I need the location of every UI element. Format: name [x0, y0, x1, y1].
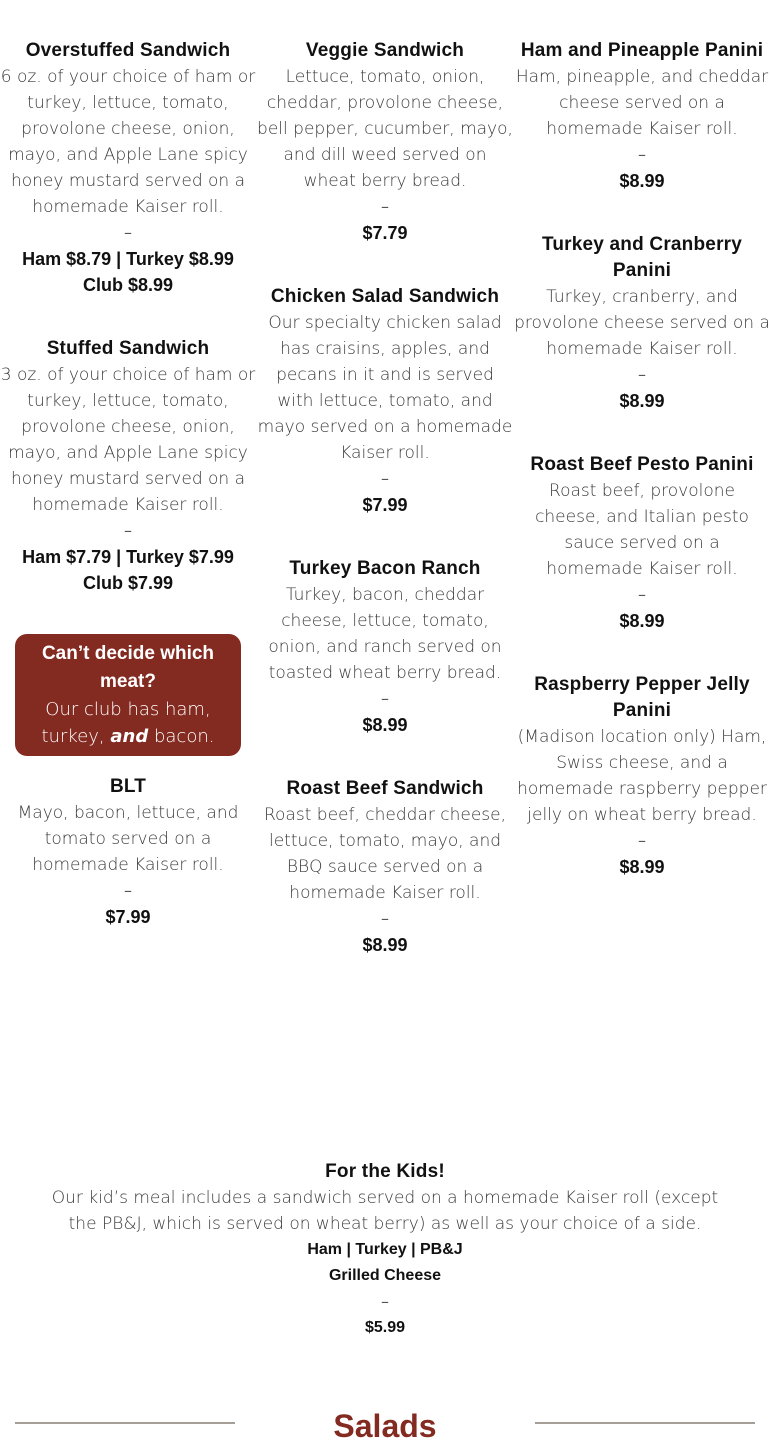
item-description: Our specialty chicken salad has craisins, apples, and pecans in it and is served with lettuce, tomato, and mayo served on a homemade Kaiser roll. [257, 313, 513, 463]
item-title: Raspberry Pepper Jelly Panini [534, 674, 750, 721]
menu-item [514, 672, 770, 880]
item-separator: – [638, 831, 646, 850]
item-title: Turkey Bacon Ranch [289, 558, 481, 579]
item-separator: – [124, 223, 132, 242]
item-description: Lettuce, tomato, onion, cheddar, provolone cheese, bell pepper, cucumber, mayo, and dill weed served on wheat berry bread. [257, 67, 513, 191]
item-price: $8.99 [619, 171, 665, 191]
item-title: Roast Beef Sandwich [286, 778, 484, 799]
kids-price: $5.99 [364, 1319, 406, 1336]
menu-item [257, 776, 513, 958]
menu-item [514, 452, 770, 634]
menu-column-1 [0, 38, 256, 996]
item-price: Ham $8.79 | Turkey $8.99 Club $8.99 [22, 249, 234, 295]
menu-column-2 [257, 38, 513, 996]
menu-item [514, 232, 770, 414]
kids-description: Our kid’s meal includes a sandwich served on a homemade Kaiser roll (except the PB&J, which is served on wheat berry) as well as your choice of a side. [51, 1188, 719, 1234]
item-title: BLT [109, 776, 147, 797]
item-separator: – [638, 145, 646, 164]
callout-description [15, 696, 241, 750]
callout-title: Can’t decide which meat? [41, 643, 215, 692]
kids-separator: – [381, 1292, 389, 1311]
divider-right [535, 1422, 755, 1424]
item-title: Veggie Sandwich [305, 40, 465, 61]
menu-grid [0, 38, 770, 996]
item-separator: – [124, 521, 132, 540]
menu-item [0, 774, 256, 930]
menu-item [257, 284, 513, 518]
menu-item [0, 38, 256, 298]
item-description: Ham, pineapple, and cheddar cheese served on a homemade Kaiser roll. [515, 67, 769, 139]
item-price: $8.99 [362, 715, 408, 735]
item-description: Roast beef, cheddar cheese, lettuce, tomato, mayo, and BBQ sauce served on a homemade Kaiser roll. [263, 805, 507, 903]
item-price: $8.99 [619, 611, 665, 631]
item-title: Turkey and Cranberry Panini [541, 234, 743, 281]
item-description: Mayo, bacon, lettuce, and tomato served on a homemade Kaiser roll. [17, 803, 239, 875]
item-price: Ham $7.79 | Turkey $7.99 Club $7.99 [22, 547, 234, 593]
menu-item [257, 556, 513, 738]
menu-column-3 [514, 38, 770, 996]
item-description: Roast beef, provolone cheese, and Italian pesto sauce served on a homemade Kaiser roll. [535, 481, 749, 579]
item-separator: – [124, 881, 132, 900]
item-separator: – [638, 365, 646, 384]
item-price: $8.99 [619, 391, 665, 411]
item-separator: – [638, 585, 646, 604]
item-separator: – [381, 469, 389, 488]
kids-items-line-2: Grilled Cheese [328, 1267, 442, 1284]
salads-section-header [0, 1404, 770, 1444]
menu-item [514, 38, 770, 194]
item-price: $7.99 [105, 907, 151, 927]
menu-item [0, 336, 256, 596]
item-separator: – [381, 197, 389, 216]
item-separator: – [381, 909, 389, 928]
kids-section [40, 1159, 730, 1341]
item-price: $7.79 [362, 223, 408, 243]
callout-text-before: Our club has ham, turkey, [41, 699, 211, 747]
item-description: Turkey, cranberry, and provolone cheese served on a homemade Kaiser roll. [514, 287, 770, 359]
item-price: $8.99 [619, 857, 665, 877]
item-price: $8.99 [362, 935, 408, 955]
section-heading: Salads [333, 1408, 437, 1444]
item-price: $7.99 [362, 495, 408, 515]
item-description: 6 oz. of your choice of ham or turkey, lettuce, tomato, provolone cheese, onion, mayo, and Apple Lane spicy honey mustard served on a homemade Kaiser roll. [0, 67, 256, 217]
kids-title: For the Kids! [325, 1161, 445, 1182]
item-title: Overstuffed Sandwich [25, 40, 231, 61]
menu-item [257, 38, 513, 246]
club-callout-box [15, 634, 241, 756]
item-title: Ham and Pineapple Panini [520, 40, 764, 61]
kids-items-line-1: Ham | Turkey | PB&J [307, 1241, 463, 1258]
item-title: Chicken Salad Sandwich [270, 286, 500, 307]
item-separator: – [381, 689, 389, 708]
item-title: Roast Beef Pesto Panini [530, 454, 754, 475]
callout-emphasis: and [110, 726, 149, 747]
callout-text-after: bacon. [153, 726, 215, 747]
item-description: 3 oz. of your choice of ham or turkey, lettuce, tomato, provolone cheese, onion, mayo, and Apple Lane spicy honey mustard served on a homemade Kaiser roll. [0, 365, 256, 515]
item-description: (Madison location only) Ham, Swiss cheese, and a homemade raspberry pepper jelly on wheat berry bread. [517, 727, 767, 825]
item-description: Turkey, bacon, cheddar cheese, lettuce, tomato, onion, and ranch served on toasted wheat berry bread. [268, 585, 502, 683]
item-title: Stuffed Sandwich [46, 338, 210, 359]
